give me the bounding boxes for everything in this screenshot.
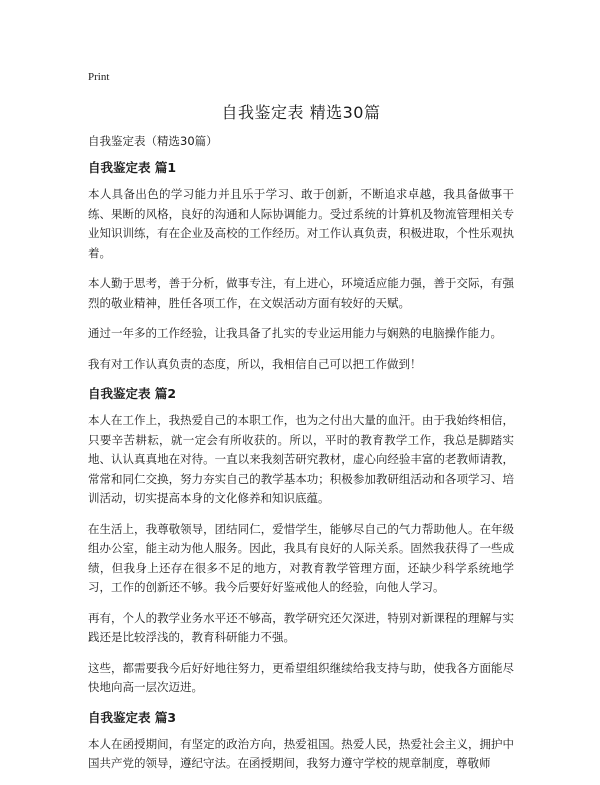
section-heading-3: 自我鉴定表 篇3	[88, 709, 177, 725]
section-1-paragraph-3: 通过一年多的工作经验，让我具备了扎实的专业运用能力与娴熟的电脑操作能力。	[88, 326, 502, 340]
section-1-paragraph-2: 本人勤于思考，善于分析，做事专注，有上进心，环境适应能力强，善于交际，有强烈的敬业精神，胜任各项工作，在文娱活动方面有较好的天赋。	[88, 276, 514, 310]
section-heading-1: 自我鉴定表 篇1	[88, 160, 177, 175]
section-1-paragraph-4: 我有对工作认真负责的态度，所以，我相信自己可以把工作做到！	[88, 356, 422, 371]
page-title: 自我鉴定表 精选30篇	[221, 103, 381, 122]
document-content	[88, 133, 514, 785]
section-heading-2: 自我鉴定表 篇2	[88, 386, 177, 401]
section-2-paragraph-1: 本人在工作上，我热爱自己的本职工作，也为之付出大量的血汗。由于我始终相信，只要辛苦耕耘，就一定会有所收获的。所以，平时的教育教学工作，我总是脚踏实地、认认真真地在对待。一直以来我刻苦研究教材，虚心向经验丰富的老教师请教，常常和同仁交换，努力夯实自己的教学基本功；积极参加教研组活动和各项学习、培训活动，切实提高本身的文化修养和知识底蕴。	[88, 413, 514, 505]
section-1-paragraph-1: 本人具备出色的学习能力并且乐于学习、敢于创新，不断追求卓越，我具备做事干练、果断的风格，良好的沟通和人际协调能力。受过系统的计算机及物流管理相关专业知识训练，有在企业及高校的工作经历。对工作认真负责，积极进取，个性乐观执着。	[88, 187, 514, 260]
section-2-paragraph-3: 再有，个人的教学业务水平还不够高，教学研究还欠深进，特别对新课程的理解与实践还是比较浮浅的，教育科研能力不强。	[88, 610, 514, 644]
print-link[interactable]: Print	[88, 71, 110, 83]
document-subtitle: 自我鉴定表（精选30篇）	[88, 134, 218, 148]
section-2-paragraph-2: 在生活上，我尊敬领导，团结同仁，爱惜学生，能够尽自己的气力帮助他人。在年级组办公室，能主动为他人服务。因此，我具有良好的人际关系。固然我获得了一些成绩，但我身上还存在很多不足的地方，对教育教学管理方面，还缺少科学系统地学习，工作的创新还不够。我今后要好好鉴戒他人的经验，向他人学习。	[88, 521, 514, 594]
section-2-paragraph-4: 这些，都需要我今后好好地往努力，更希望组织继续给我支持与助，使我各方面能尽快地向高一层次迈进。	[88, 660, 514, 694]
section-3-paragraph-1: 本人在函授期间，有坚定的政治方向，热爱祖国。热爱人民，热爱社会主义，拥护中国共产党的领导，遵纪守法。在函授期间，我努力遵守学校的规章制度，尊敬师	[88, 736, 514, 770]
